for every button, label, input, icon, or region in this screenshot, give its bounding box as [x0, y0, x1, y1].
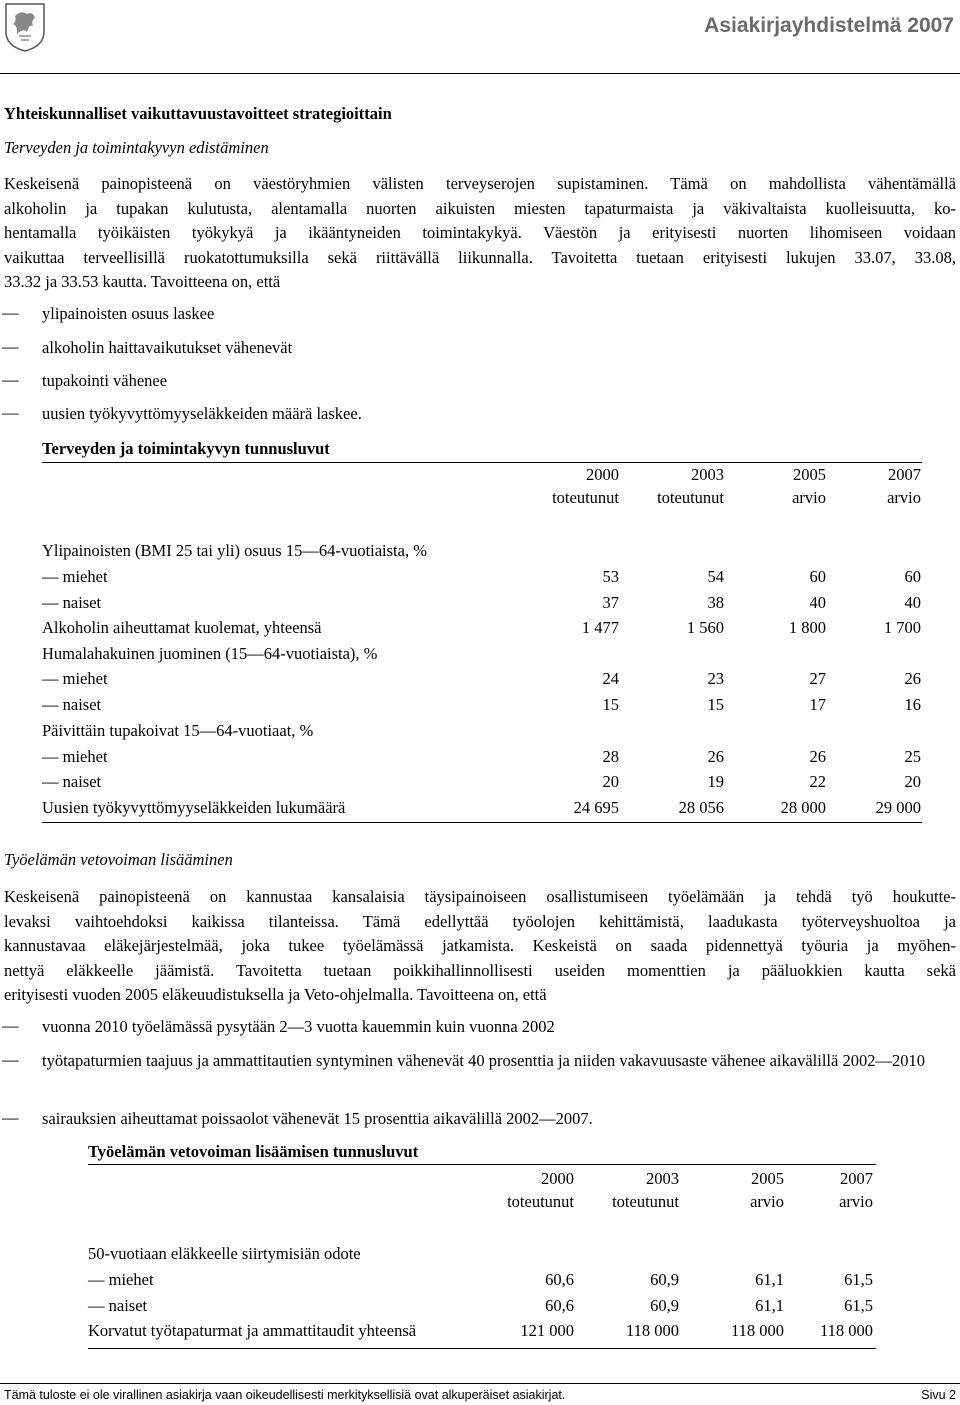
header-divider [0, 73, 960, 74]
dash-marker: — [2, 1108, 19, 1127]
table-row: Päivittäin tupakoivat 15—64-vuotiaat, % [42, 721, 314, 740]
table-row: Alkoholin aiheuttamat kuolemat, yhteensä 1 477 1 560 1 800 1 700 [42, 618, 921, 637]
table-title: Työelämän vetovoiman lisäämisen tunnusluvut [88, 1142, 419, 1161]
year-header: 2003 [646, 1169, 679, 1188]
table-row: — miehet 28 26 26 25 [42, 747, 921, 766]
subheading-health: Terveyden ja toimintakyvyn edistäminen [4, 138, 269, 157]
paragraph-health [4, 172, 956, 295]
table-bottom-rule [88, 1348, 876, 1349]
table-row: — miehet 53 54 60 60 [42, 567, 921, 586]
year-header: 2007 [840, 1169, 873, 1188]
paragraph-line: erityisesti vuoden 2005 eläkeuudistuksella ja Veto-ohjelmalla. Tavoitteena on, että [4, 985, 547, 1004]
table-row: Uusien työkyvyttömyyseläkkeiden lukumäärä 24 695 28 056 28 000 29 000 [42, 798, 921, 817]
footer-disclaimer: Tämä tuloste ei ole virallinen asiakirja vaan oikeudellisesti merkityksellisiä ovat alkuperäiset asiakirjat. [4, 1388, 566, 1402]
kind-header: toteutunut [612, 1192, 679, 1211]
paragraph-line: 33.32 ja 33.53 kautta. Tavoitteena on, että [4, 272, 281, 291]
dash-marker: — [2, 1016, 19, 1035]
dash-marker: — [2, 337, 19, 356]
page-number: Sivu 2 [921, 1388, 956, 1402]
section-heading: Yhteiskunnalliset vaikuttavuustavoitteet strategioittain [4, 104, 392, 123]
table-row: Korvatut työtapaturmat ja ammattitaudit yhteensä 121 000 118 000 118 000 118 000 [88, 1321, 873, 1340]
kind-header: toteutunut [657, 488, 724, 507]
table-title-underline [42, 462, 922, 463]
table-row: — naiset 15 15 17 16 [42, 695, 921, 714]
year-header: 2003 [691, 465, 724, 484]
table-header [42, 464, 922, 514]
kind-header: toteutunut [507, 1192, 574, 1211]
year-header: 2000 [586, 465, 619, 484]
table-row: — naiset 20 19 22 20 [42, 772, 921, 791]
kind-header: toteutunut [552, 488, 619, 507]
table-header [88, 1168, 876, 1218]
paragraph-line: alkoholin ja tupakan kulutusta, alentamalla nuorten aikuisten miesten tapaturmaista ja väkivaltaista kuolleisuutta, ko- [4, 198, 956, 218]
table-row: — naiset 37 38 40 40 [42, 593, 921, 612]
table-row: — naiset 60,6 60,9 61,1 61,5 [88, 1296, 873, 1315]
paragraph-line: vaikuttaa terveellisillä ruokatottumuksilla sekä riittävällä liikunnalla. Tavoitetta tuetaan erityisesti lukujen 33.07, 33.08, [4, 247, 956, 267]
paragraph-line: Keskeisenä painopisteenä on väestöryhmien välisten terveyserojen supistaminen. Tämä on mahdollista vähentämällä [4, 174, 956, 193]
kind-header: arvio [750, 1192, 784, 1211]
table-bottom-rule [42, 822, 922, 823]
dash-marker: — [2, 403, 19, 422]
kind-header: arvio [839, 1192, 873, 1211]
year-header: 2005 [793, 465, 826, 484]
dash-marker: — [2, 303, 19, 322]
table-row: Humalahakuinen juominen (15—64-vuotiaista), % [42, 644, 378, 663]
year-header: 2007 [888, 465, 921, 484]
dash-marker: — [2, 1050, 19, 1069]
paragraph-line: levaksi vaihtoehdoksi kaikissa tilanteissa. Tämä edellyttää työolojen kehittämistä, laadukasta työterveyshuoltoa ja [4, 911, 956, 931]
table-title: Terveyden ja toimintakyvyn tunnusluvut [42, 439, 330, 458]
subheading-work: Työelämän vetovoiman lisääminen [4, 850, 233, 869]
table-row: — miehet 60,6 60,9 61,1 61,5 [88, 1270, 873, 1289]
kind-header: arvio [792, 488, 826, 507]
table-title-underline [88, 1164, 876, 1165]
paragraph-line: nettyä eläkkeelle jäämistä. Tavoitetta tuetaan poikkihallinnollisesti useiden momenttien ja pääluokkien kautta sekä [4, 960, 956, 980]
table-row: 50-vuotiaan eläkkeelle siirtymisiän odote [88, 1244, 361, 1263]
footer-divider [0, 1383, 960, 1384]
table-row: — miehet 24 23 27 26 [42, 669, 921, 688]
kind-header: arvio [887, 488, 921, 507]
paragraph-line: hentamalla työikäisten työkykyä ja ikääntyneiden toimintakykyä. Väestön ja erityisesti nuorten lihomiseen voidaan [4, 223, 956, 242]
paragraph-line: kannustavaa eläkejärjestelmää, joka tukee työelämässä jatkamista. Keskeistä on saada pidennettyä työuria ja myöhen- [4, 936, 956, 955]
paragraph-work [4, 885, 956, 1008]
lion-crest-logo [3, 2, 47, 52]
dash-marker: — [2, 370, 19, 389]
paragraph-line: Keskeisenä painopisteenä on kannustaa kansalaisia täysipainoiseen osallistumiseen työelämään ja tehdä työ houkutte- [4, 887, 956, 906]
year-header: 2005 [751, 1169, 784, 1188]
document-title: Asiakirjayhdistelmä 2007 [704, 14, 954, 37]
table-row: Ylipainoisten (BMI 25 tai yli) osuus 15—64-vuotiaista, % [42, 541, 427, 560]
year-header: 2000 [541, 1169, 574, 1188]
